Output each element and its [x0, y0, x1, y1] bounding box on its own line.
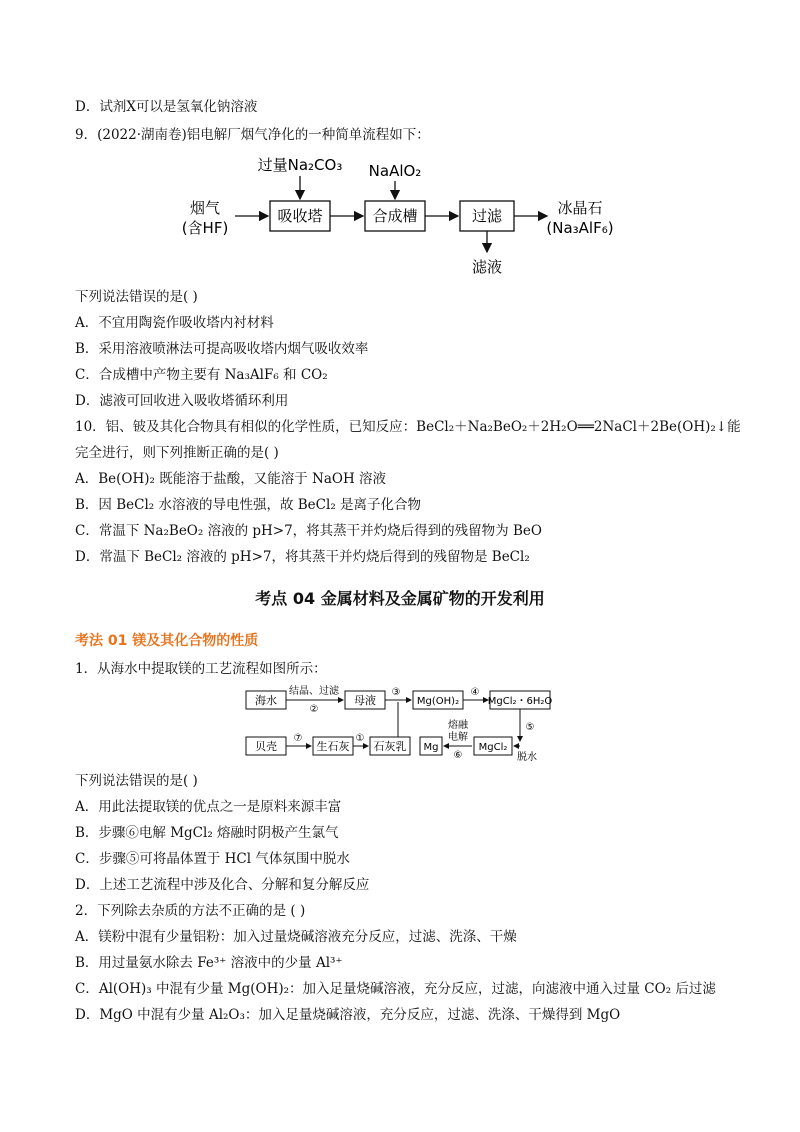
q10-option-b: B．因 BeCl₂ 水溶液的导电性强，故 BeCl₂ 是离子化合物 [75, 497, 422, 513]
label-molten: 熔融 [448, 720, 468, 731]
label-dehydrate: 脱水 [517, 752, 537, 763]
q10-option-a: A．Be(OH)₂ 既能溶于盐酸，又能溶于 NaOH 溶液 [75, 471, 387, 487]
flow-filtrate: 滤液 [471, 258, 503, 276]
label-step-4: ④ [470, 687, 480, 698]
flow-product-formula: (Na₃AlF₆) [546, 219, 614, 237]
label-electrolysis: 电解 [448, 732, 468, 743]
box-filter-label: 过滤 [471, 207, 503, 225]
box-mgoh2-label: Mg(OH)₂ [416, 696, 460, 707]
q10-option-d: D．常温下 BeCl₂ 溶液的 pH>7，将其蒸干并灼烧后得到的残留物是 BeCl₂ [75, 549, 530, 565]
box-quicklime-label: 生石灰 [316, 740, 350, 753]
p1-question: 下列说法错误的是( ) [75, 773, 198, 789]
q10-option-c: C．常温下 Na₂BeO₂ 溶液的 pH>7，将其蒸干并灼烧后得到的残留物为 BeO [75, 523, 542, 539]
p1-option-b: B．步骤⑥电解 MgCl₂ 熔融时阴极产生氯气 [75, 825, 339, 841]
p1-stem: 1．从海水中提取镁的工艺流程如图所示： [75, 661, 327, 677]
q9-option-c: C．合成槽中产物主要有 Na₃AlF₆ 和 CO₂ [75, 367, 328, 383]
label-step-7: ⑦ [293, 733, 303, 744]
flow-input-hf: (含HF) [181, 219, 229, 237]
q8-option-d: D．试剂X可以是氢氧化钠溶液 [75, 99, 258, 115]
q9-question: 下列说法错误的是( ) [75, 289, 198, 305]
label-step-1: ① [355, 733, 365, 744]
flow-input-gas: 烟气 [189, 199, 221, 217]
method-title: 考法 01 镁及其化合物的性质 [75, 633, 259, 649]
box-mgcl2-hydrate-label: MgCl₂・6H₂O [487, 696, 553, 707]
q10-stem-line2: 完全进行，则下列推断正确的是( ) [75, 445, 279, 461]
q10-stem-line1: 10．铝、铍及其化合物具有相似的化学性质，已知反应：BeCl₂＋Na₂BeO₂＋2H₂O══2NaCl＋2Be(OH)₂↓能 [75, 419, 741, 435]
box-synthesis-tank-label: 合成槽 [372, 207, 418, 225]
box-shell-label: 贝壳 [255, 740, 277, 753]
p2-stem: 2．下列除去杂质的方法不正确的是 ( ) [75, 903, 306, 919]
p2-option-d: D．MgO 中混有少量 Al₂O₃：加入足量烧碱溶液，充分反应，过滤、洗涤、干燥得到 MgO [75, 1007, 621, 1023]
p1-flowchart [0, 682, 800, 772]
label-step-6: ⑥ [453, 750, 463, 761]
reagent-na2co3: 过量Na₂CO₃ [257, 156, 343, 174]
q9-option-d: D．滤液可回收进入吸收塔循环利用 [75, 393, 289, 409]
flow-product-cryolite: 冰晶石 [557, 199, 603, 217]
label-step-2: ② [309, 704, 319, 715]
box-mgcl2-label: MgCl₂ [478, 742, 508, 753]
box-limemilk-label: 石灰乳 [373, 740, 407, 753]
q9-flowchart [0, 150, 800, 280]
p1-option-a: A．用此法提取镁的优点之一是原料来源丰富 [75, 799, 342, 815]
label-crystallize-filter: 结晶、过滤 [289, 686, 339, 697]
q9-option-a: A．不宜用陶瓷作吸收塔内衬材料 [75, 315, 274, 331]
label-step-5: ⑤ [525, 722, 535, 733]
q9-option-b: B．采用溶液喷淋法可提高吸收塔内烟气吸收效率 [75, 341, 369, 357]
section-title: 考点 04 金属材料及金属矿物的开发利用 [255, 589, 545, 608]
label-step-3: ③ [391, 687, 401, 698]
box-mg-label: Mg [423, 742, 439, 753]
box-seawater-label: 海水 [255, 694, 277, 707]
q9-stem: 9．(2022·湖南卷)铝电解厂烟气净化的一种简单流程如下： [75, 127, 430, 143]
box-mother-liquor-label: 母液 [354, 694, 376, 707]
p2-option-b: B．用过量氨水除去 Fe³⁺ 溶液中的少量 Al³⁺ [75, 955, 343, 971]
box-absorption-tower-label: 吸收塔 [277, 207, 323, 225]
p2-option-c: C．Al(OH)₃ 中混有少量 Mg(OH)₂：加入足量烧碱溶液，充分反应，过滤，向滤液中通入过量 CO₂ 后过滤 [75, 981, 716, 997]
p2-option-a: A．镁粉中混有少量铝粉：加入过量烧碱溶液充分反应，过滤、洗涤、干燥 [75, 929, 517, 945]
p1-option-c: C．步骤⑤可将晶体置于 HCl 气体氛围中脱水 [75, 851, 350, 867]
p1-option-d: D．上述工艺流程中涉及化合、分解和复分解反应 [75, 877, 370, 893]
reagent-naalo2: NaAlO₂ [368, 162, 422, 180]
